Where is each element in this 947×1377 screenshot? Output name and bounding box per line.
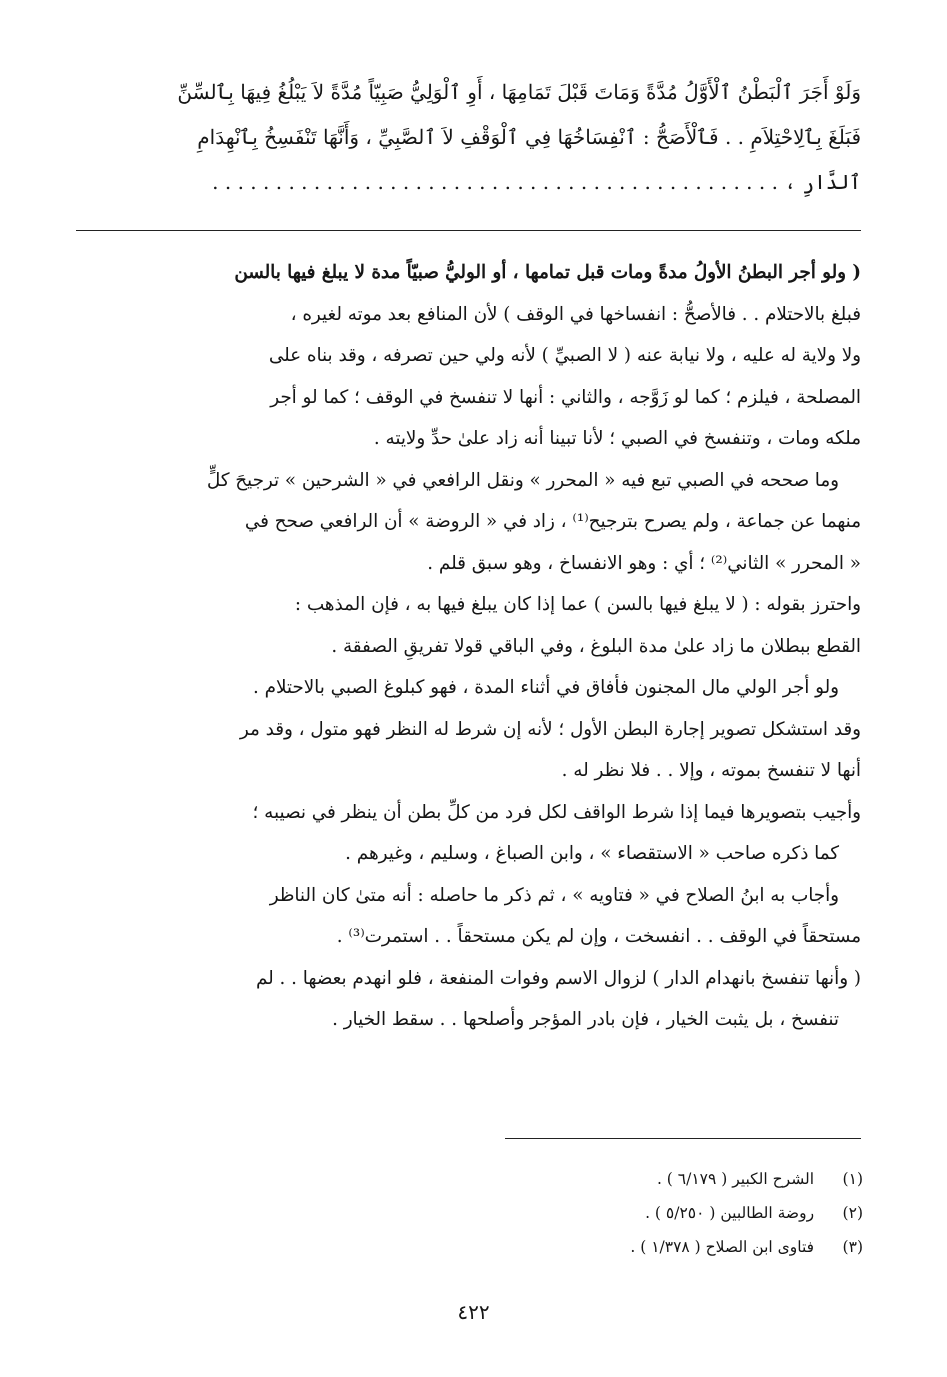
sharh-line: وأجيب بتصويرها فيما إذا شرط الواقف لكل فرد من كلِّ بطن أن ينظر في نصيبه ؛ <box>252 801 861 823</box>
sharh-line: وما صححه في الصبي تبع فيه « المحرر » ونقل الرافعي في « الشرحين » ترجيحَ كلٍّ <box>206 469 839 491</box>
footnote <box>363 1196 863 1230</box>
footnote-text: روضة الطالبين ( ٥/٢٥٠ ) . <box>645 1204 815 1222</box>
footnote-text: فتاوى ابن الصلاح ( ١/٣٧٨ ) . <box>630 1238 815 1256</box>
footnote <box>363 1230 863 1264</box>
footnotes <box>363 1162 863 1264</box>
page-number: ٤٢٢ <box>457 1300 490 1324</box>
sharh-line: منهما عن جماعة ، ولم يصرح بترجيح⁽¹⁾ ، زاد في « الروضة » أن الرافعي صحح في <box>244 511 861 532</box>
footnote-text: الشرح الكبير ( ٦/١٧٩ ) . <box>656 1170 815 1188</box>
sharh-line: وأجاب به ابنُ الصلاح في « فتاويه » ، ثم ذكر ما حاصله : أنه متىٰ كان الناظر <box>269 884 839 906</box>
matn-line: وَلَوْ أَجَرَ ٱلْبَطْنُ ٱلْأَوَّلُ مُدَّةً وَمَاتَ قَبْلَ تَمَامِهَا ، أَوِ ٱلْوَلِيُّ صَبِيّاً مُدَّةً لاَ يَبْلُغُ فِيهَا بِٱلسِّنِّ <box>177 80 861 104</box>
sharh-line: كما ذكره صاحب « الاستقصاء » ، وابن الصباغ ، وسليم ، وغيرهم . <box>345 843 839 864</box>
sharh-line: واحترز بقوله : ( لا يبلغ فيها بالسن ) عما إذا كان يبلغ فيها به ، فإن المذهب : <box>294 594 861 615</box>
sharh-line: القطع ببطلان ما زاد علىٰ مدة البلوغ ، وفي الباقي قولا تفريقِ الصفقة . <box>331 635 861 657</box>
sharh-line: فبلغ بالاحتلام . . فالأصحُّ : انفساخها في الوقف ) لأن المنافع بعد موته لغيره ، <box>290 303 861 325</box>
matn-line: فَبَلَغَ بِٱلِاحْتِلاَمِ . . فَٱلْأَصَحُّ : ٱنْفِسَاخُهَا فِي ٱلْوَقْفِ لاَ ٱلصَّبِيِّ ، وَأَنَّهَا تَنْفَسِخُ بِٱنْهِدَامِ <box>197 125 861 149</box>
footnote-number: (٢) <box>842 1204 863 1222</box>
sharh-line: وقد استشكل تصوير إجارة البطن الأول ؛ لأنه إن شرط له النظر فهو متول ، وقد مر <box>239 718 861 740</box>
footnote-separator <box>505 1138 861 1139</box>
sharh-line: ملكه ومات ، وتنفسخ في الصبي ؛ لأنا تبينا أنه زاد علىٰ حدِّ ولايته . <box>373 428 861 449</box>
sharh-line: ولو أجر الولي مال المجنون فأفاق في أثناء المدة ، فهو كبلوغ الصبي بالاحتلام . <box>253 677 839 698</box>
sharh-line: ولا ولاية له عليه ، ولا نيابة عنه ( لا الصبيِّ ) لأنه ولي حين تصرفه ، وقد بناه على <box>268 345 861 366</box>
sharh-line: « المحرر » الثاني⁽²⁾ ؛ أي : وهو الانفساخ ، وهو سبق قلم . <box>427 552 861 574</box>
sharh-line: ( ولو أجر البطنُ الأولُ مدةً ومات قبل تمامها ، أو الوليُّ صبيّاً مدة لا يبلغ فيها بالسن <box>234 262 861 283</box>
sharh-line: ( وأنها تنفسخ بانهدام الدار ) لزوال الاسم وفوات المنفعة ، فلو انهدم بعضها . . لم <box>255 967 861 989</box>
sharh-line: مستحقاً في الوقف . . انفسخت ، وإن لم يكن مستحقاً . . استمرت⁽³⁾ . <box>336 926 861 947</box>
sharh-text <box>76 252 861 1041</box>
footnote <box>363 1162 863 1196</box>
footnote-number: (١) <box>842 1170 863 1188</box>
matn-text <box>76 70 861 205</box>
sharh-line: أنها لا تنفسخ بموته ، وإلا . . فلا نظر له . <box>561 760 861 781</box>
sharh-line: تنفسخ ، بل يثبت الخيار ، فإن بادر المؤجر وأصلحها . . سقط الخيار . <box>332 1009 839 1030</box>
sharh-line: المصلحة ، فيلزم ؛ كما لو زَوَّجه ، والثاني : أنها لا تنفسخ في الوقف ؛ كما لو أجر <box>270 386 861 408</box>
matn-line: ٱلدَّارِ ، . . . . . . . . . . . . . . . . . . . . . . . . . . . . . . . . . . . . . . . . . . . . . <box>212 170 861 194</box>
footnote-number: (٣) <box>842 1238 863 1256</box>
matn-separator <box>76 230 861 231</box>
